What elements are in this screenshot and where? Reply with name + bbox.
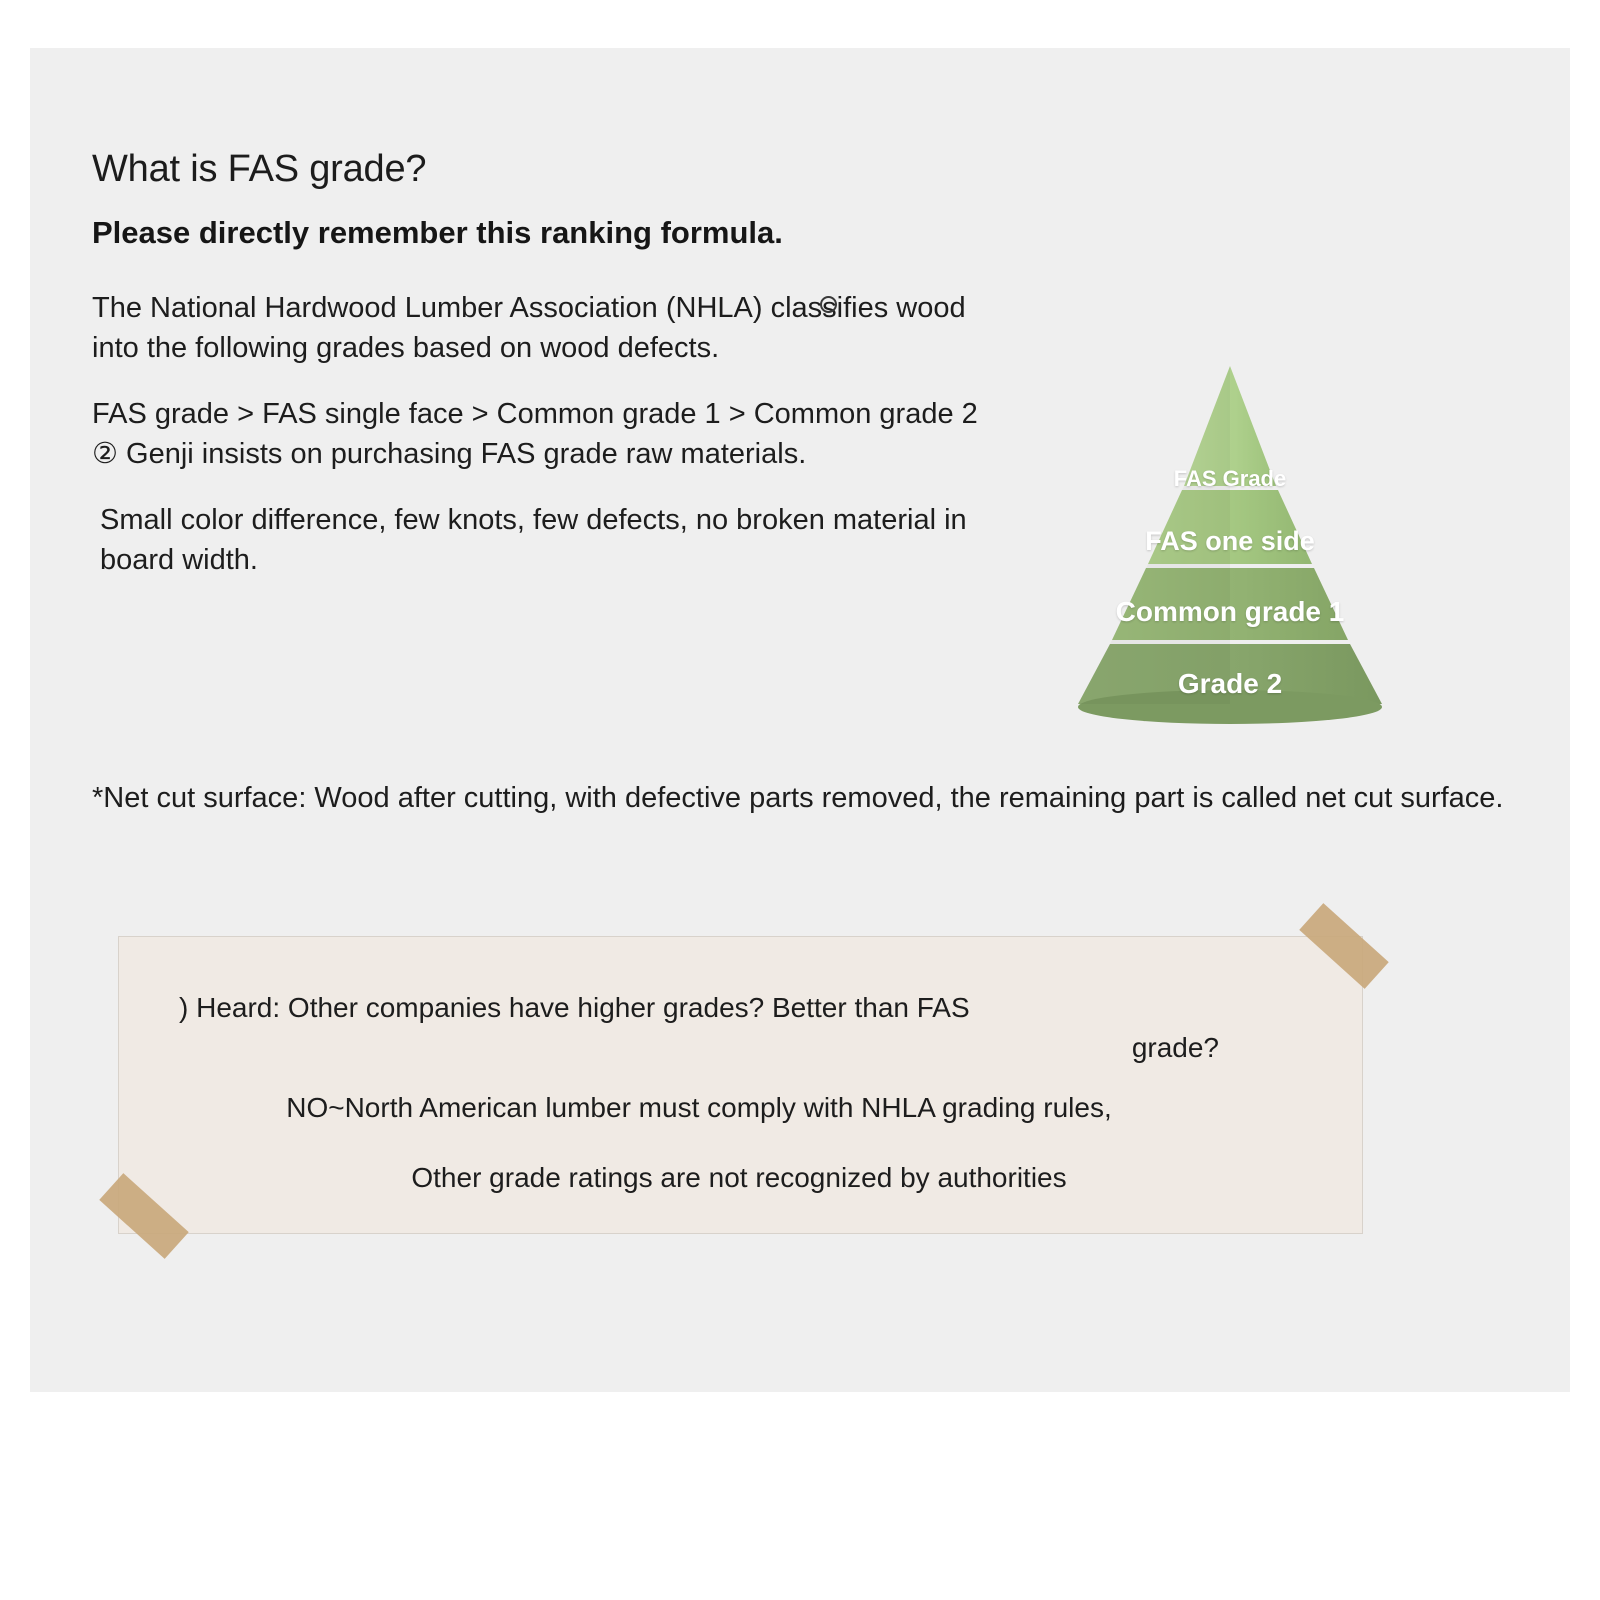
pyramid-level-3-label: Common grade 1 bbox=[1115, 596, 1345, 627]
grade-pyramid-diagram bbox=[1030, 358, 1430, 738]
pyramid-level-2-label: FAS one side bbox=[1145, 526, 1315, 556]
text-column bbox=[92, 148, 992, 610]
footnote-net-cut-surface: *Net cut surface: Wood after cutting, with defective parts removed, the remaining part is called net cut surface. bbox=[92, 782, 1504, 814]
paragraph-nhla-definition: The National Hardwood Lumber Association (NHLA) classifies wood into the following grades based on wood defects. bbox=[92, 291, 966, 364]
callout-answer-line-2: Other grade ratings are not recognized by authorities bbox=[411, 1162, 1067, 1193]
callout-question-line-1: ) Heard: Other companies have higher grades? Better than FAS bbox=[179, 992, 970, 1023]
page-title: What is FAS grade? bbox=[92, 148, 427, 190]
pyramid-level-4-label: Grade 2 bbox=[1177, 668, 1283, 699]
slide-canvas bbox=[30, 48, 1570, 1392]
paragraph-quality-description: Small color difference, few knots, few defects, no broken material in board width. bbox=[100, 503, 967, 576]
subtitle-text: Please directly remember this ranking formula. bbox=[92, 215, 783, 250]
callout-question-line-2: grade? bbox=[1131, 1032, 1219, 1063]
callout-answer-line-1: NO~North American lumber must comply with NHLA grading rules, bbox=[286, 1092, 1112, 1123]
bullet-dot-icon bbox=[820, 296, 837, 313]
callout-box bbox=[118, 936, 1363, 1234]
paragraph-grade-ranking: FAS grade > FAS single face > Common grade 1 > Common grade 2 ② Genji insists on purchasing FAS grade raw materials. bbox=[92, 397, 978, 470]
pyramid-level-1-label: FAS Grade bbox=[1173, 466, 1287, 491]
